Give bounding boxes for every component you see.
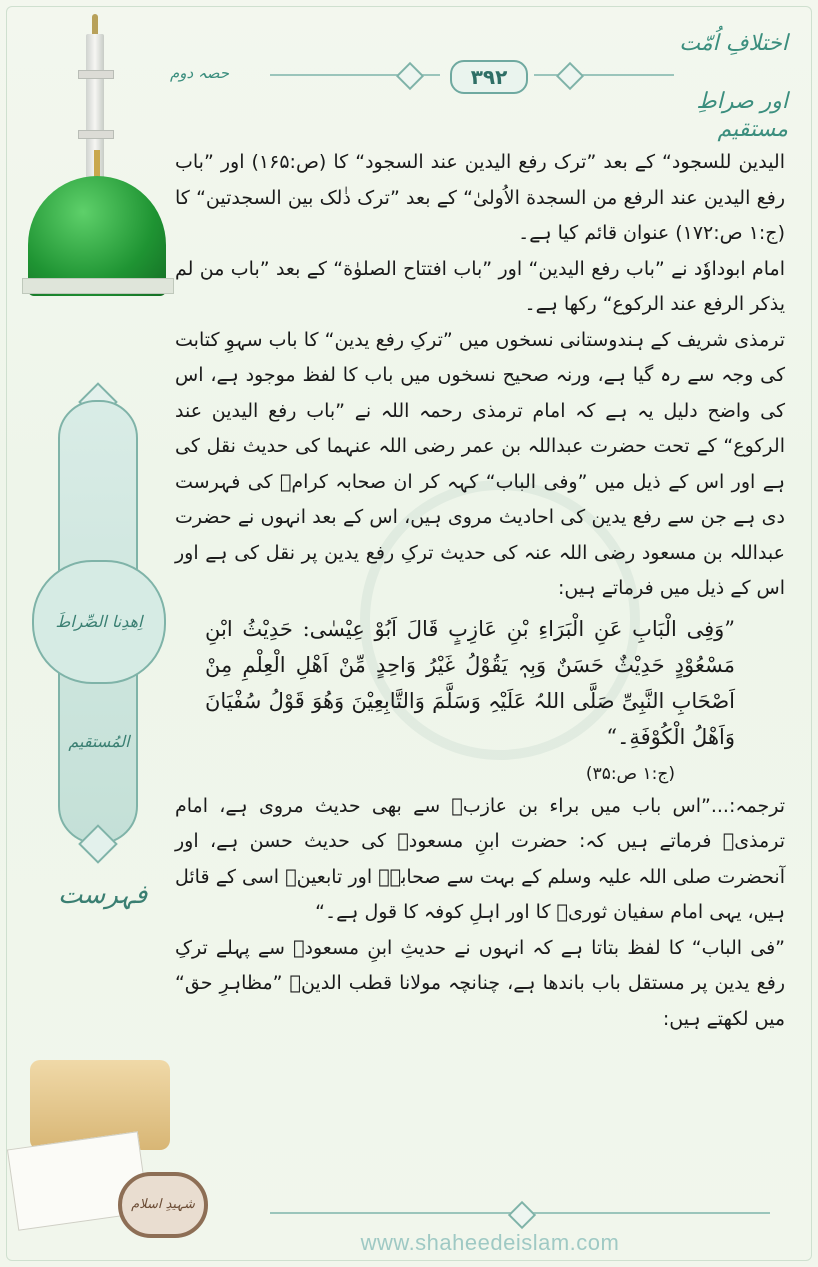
paragraph: امام ابوداوٗد نے ”باب رفع الیدین“ اور ”باب افتتاح الصلوٰة“ کے بعد ”باب من لم یذکر الرفع عند الرکوع“ رکھا ہے۔ [175, 257, 785, 315]
paragraph: ترمذی شریف کے ہندوستانی نسخوں میں ”ترکِ رفع یدین“ کا باب سہوِ کتابت کی وجہ سے رہ گیا ہے، ورنہ صحیح نسخوں میں باب کا لفظ موجود ہے، اس کی واضح دلیل یہ ہے کہ امام ترمذی رحمہ اللہ نے ”باب رفع الیدین عند الرکوع“ کے تحت حضرت عبداللہ بن عمر رضی اللہ عنہما کی حدیث نقل کی ہے اور اس کے ذیل میں ”وفی الباب“ کہہ کر ان صحابہ کرامؓ کی فہرست دی ہے جن سے رفع یدین کی احادیث مروی ہیں، اس کے بعد انہوں نے حضرت عبداللہ بن مسعود رضی اللہ عنہ کی حدیث ترکِ رفع یدین پر نقل کی ہے اور اس کے ذیل میں فرماتے ہیں: [175, 328, 785, 599]
index-link[interactable]: فہرست [58, 880, 148, 910]
book-title-line1: اختلافِ اُمّت [679, 31, 788, 56]
translation: ترجمہ:...”اس باب میں براء بن عازبؓ سے بھی حدیث مروی ہے، امام ترمذیؒ فرماتے ہیں کہ: حضرت ابنِ مسعودؓ کی حدیث حسن ہے، اور آنحضرت صلی اللہ علیہ وسلم کے بہت سے صحابہؓ اور تابعینؒ اسی کے قائل ہیں، یہی امام سفیان ثوریؒ کا اور اہلِ کوفہ کا قول ہے۔“ [175, 794, 785, 923]
page-number: ۳۹۲ [450, 60, 528, 94]
book-title [668, 30, 788, 144]
side-medallion: اِھدِنا الصِّراطَ المُستقیم [32, 560, 166, 684]
section-label: حصہ دوم [170, 64, 230, 82]
main-content [175, 145, 785, 1037]
paragraph: الیدین للسجود“ کے بعد ”ترک رفع الیدین عند السجود“ کا (ص:۱۶۵) اور ”باب رفع الیدین عند الرفع من السجدة الاُولیٰ“ کے بعد ”ترک ذٰلک بین السجدتین“ کا (ج:۱ ص:۱۷۲) عنوان قائم کیا ہے۔ [175, 151, 785, 244]
website-link[interactable]: www.shaheedeislam.com [360, 1230, 620, 1255]
reference: (ج:۱ ص:۳۵) [585, 763, 675, 784]
paragraph: ”فی الباب“ کا لفظ بتاتا ہے کہ انہوں نے حدیثِ ابنِ مسعودؓ سے پہلے ترکِ رفع یدین پر مستقل باب باندھا ہے، چنانچہ مولانا قطب الدینؒ ”مظاہرِ حق“ میں لکھتے ہیں: [175, 936, 785, 1030]
minaret-balcony [78, 70, 114, 79]
seal-logo: شہیدِ اسلام [118, 1172, 208, 1238]
arabic-quote: ”وَفِی الْبَابِ عَنِ الْبَرَاءِ بْنِ عَازِبٍ قَالَ اَبُوْ عِیْسٰی: حَدِیْثُ ابْنِ مَسْعُوْدٍ حَدِیْثٌ حَسَنٌ وَبِہٖ یَقُوْلُ غَیْرُ وَاحِدٍ مِّنْ اَھْلِ الْعِلْمِ مِنْ اَصْحَابِ النَّبِیِّ صَلَّی اللہُ عَلَیْہِ وَسَلَّمَ وَالتَّابِعِیْنَ وَھُوَ قَوْلُ سُفْیَانَ وَاَھْلُ الْکُوْفَةِ۔“ [205, 616, 735, 749]
minaret-balcony [78, 130, 114, 139]
book-title-line2: اور صراطِ مستقیم [696, 89, 788, 142]
dome-base [22, 278, 174, 294]
